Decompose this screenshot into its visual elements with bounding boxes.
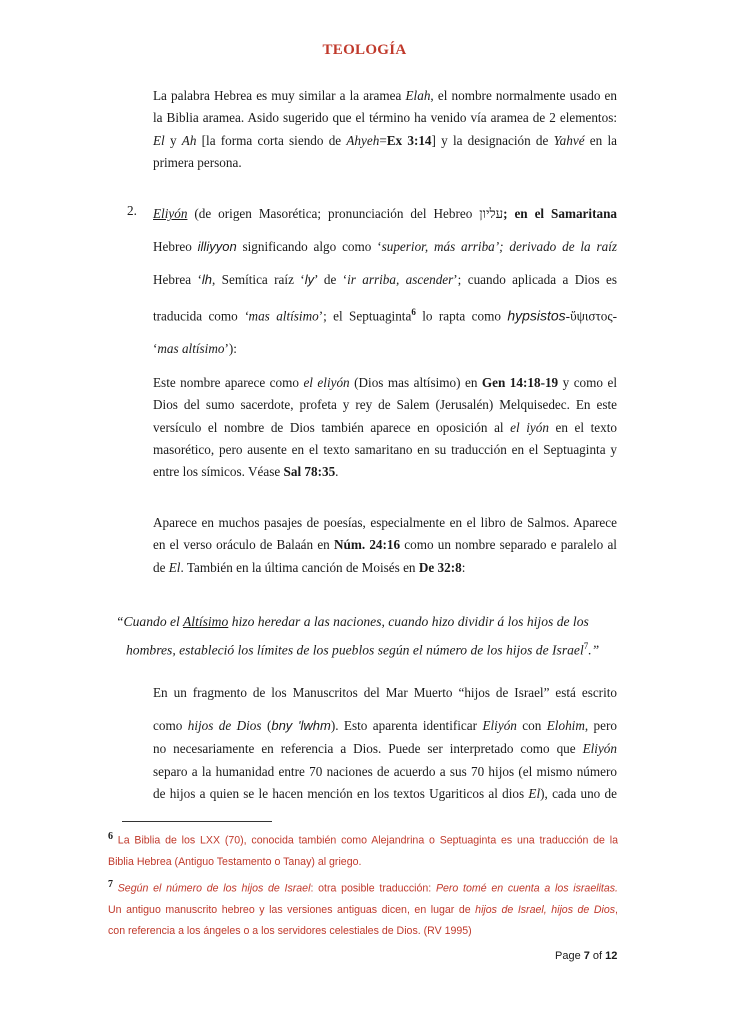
paragraph-elah [153, 85, 617, 174]
footnote-6-cont: Biblia Hebrea (Antiguo Testamento o Tanay) al griego. [108, 856, 362, 869]
paragraph-line: masorético, pero ausente en el texto samaritano en su traducción en el Septuaginta y [153, 441, 617, 457]
footnote-divider [122, 821, 272, 822]
paragraph-line: Dios del sumo sacerdote, profeta y rey de Salem (Jerusalén) Melquisedec. En este [153, 397, 617, 413]
paragraph-line: ‘mas altísimo’): [153, 341, 237, 357]
paragraph-line: primera persona. [153, 154, 242, 170]
paragraph-line: El y Ah [la forma corta siendo de Ahyeh=Ex 3:14] y la designación de Yahvé en la [153, 132, 617, 148]
page-header-title: TEOLOGÍA [322, 42, 407, 58]
footnote-7-cont: Un antiguo manuscrito hebreo y las versiones antiguas dicen, en lugar de hijos de Israel, hijos de Dios, [108, 903, 618, 916]
footnote-7: $^7$ Según el número de los hijos de Israel: otra posible traducción: Pero tomé en cuenta a los israelitas. [108, 878, 618, 895]
paragraph-line: Aparece en muchos pasajes de poesías, especialmente en el libro de Salmos. Aparece [153, 515, 617, 530]
paragraph-line: versículo el nombre de Dios también aparece en oposición al el iyón en el texto [153, 419, 617, 435]
paragraph-line: Eliyón (de origen Masorética; pronunciación del Hebreo עליון; en el Samaritana [153, 206, 617, 221]
paragraph-line: traducida como ‘mas altísimo’; el Septuaginta$^6$ lo rapta como hypsistos-ὕψιστος- [153, 307, 618, 324]
paragraph-line: En un fragmento de los Manuscritos del Mar Muerto “hijos de Israel” está escrito [153, 685, 617, 700]
scripture-quote: “Cuando el Altísimo hizo heredar a las naciones, cuando hizo dividir á los hijos de los hombres, estableció los límites de los pueblos según el número de los hijos de Israel$^7$.” [116, 614, 600, 658]
footnote-6: $^6$ La Biblia de los LXX (70), conocida también como Alejandrina o Septuaginta es una traducción de la [108, 831, 618, 847]
paragraph-line: como hijos de Dios (bny 'lwhm). Esto aparenta identificar Eliyón con Elohim, pero [153, 718, 617, 733]
paragraph-salmos [153, 512, 617, 579]
footnote-7-cont: con referencia a los ángeles o a los servidores celestiales de Dios. (RV 1995) [108, 925, 472, 938]
list-item-number: 2. [127, 203, 137, 218]
footnotes [108, 826, 618, 943]
paragraph-line: en el verso oráculo de Balaán en Núm. 24:16 como un nombre separado e paralelo al [153, 537, 617, 553]
paragraph-line: no necesariamente en referencia a Dios. Puede ser interpretado como que Eliyón [153, 741, 617, 756]
paragraph-line: Hebreo illiyyon significando algo como ‘superior, más arriba’; derivado de la raíz [153, 239, 618, 254]
paragraph-dead-sea-cont [153, 738, 617, 806]
paragraph-dead-sea [153, 676, 617, 742]
paragraph-line: de El. También en la última canción de Moisés en De 32:8: [153, 559, 466, 575]
paragraph-line: la Biblia aramea. Asido sugerido que el término ha venido vía aramea de 2 elementos: [153, 110, 617, 126]
list-item-eliyon [153, 197, 617, 365]
paragraph-line: separo a la humanidad entre 70 naciones de acuerdo a sus 70 hijos (el mismo número [153, 763, 617, 779]
paragraph-line: entre los símicos. Véase Sal 78:35. [153, 464, 339, 480]
paragraph-line: Hebrea ‘lh, Semítica raíz ‘ly’ de ‘ir arriba, ascender’; cuando aplicada a Dios es [153, 272, 617, 287]
page-number: Page 7 of 12 [555, 950, 618, 962]
paragraph-line: Este nombre aparece como el eliyón (Dios mas altísimo) en Gen 14:18-19 y como el [153, 375, 617, 390]
paragraph-gen-14 [153, 372, 617, 483]
paragraph-line: La palabra Hebrea es muy similar a la aramea Elah, el nombre normalmente usado en [153, 88, 617, 103]
paragraph-line: de hijos a quien se le hacen mención en los textos Ugariticos al dios El), cada uno de [153, 786, 617, 801]
